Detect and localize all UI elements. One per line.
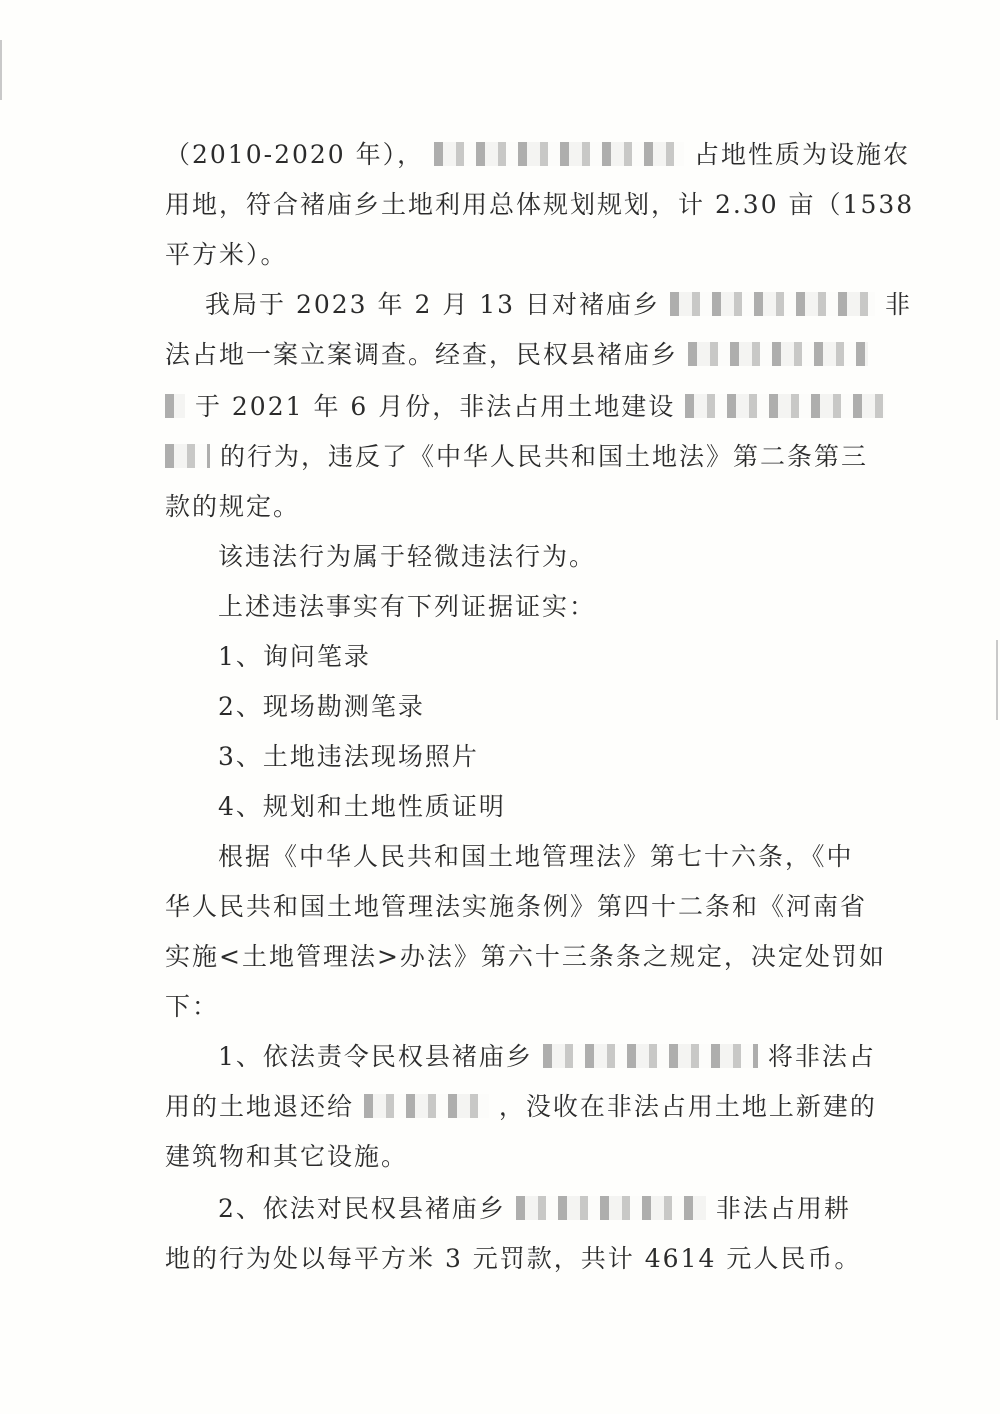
text-segment: 于 2021 年 6 月份，非法占用土地建设 — [194, 392, 676, 421]
text-segment: 的行为，违反了《中华人民共和国土地法》第二条第三 — [219, 442, 868, 471]
page-edge-mark — [0, 40, 2, 100]
text-line: 平方米）。 — [165, 240, 288, 269]
text-segment: 非 — [884, 290, 912, 319]
text-line: 该违法行为属于轻微违法行为。 — [218, 542, 597, 571]
text-line — [165, 338, 868, 372]
text-line: 地的行为处以每平方米 3 元罚款，共计 4614 元人民币。 — [165, 1244, 862, 1273]
page-edge-mark — [996, 640, 998, 720]
text-line — [218, 1040, 876, 1074]
text-line — [165, 390, 885, 424]
text-line — [165, 1090, 877, 1124]
text-line: 建筑物和其它设施。 — [165, 1142, 409, 1171]
redacted-block — [685, 394, 885, 418]
text-segment: 用的土地退还给 — [165, 1092, 355, 1121]
text-segment: （2010-2020 年）， — [165, 140, 425, 169]
redacted-block — [516, 1196, 706, 1220]
text-segment: 将非法占 — [767, 1042, 876, 1071]
redacted-block — [434, 142, 684, 166]
text-line: 2、现场勘测笔录 — [218, 692, 425, 721]
text-line — [165, 138, 910, 172]
text-line — [205, 288, 912, 322]
redacted-block — [670, 292, 875, 316]
text-segment: 非法占用耕 — [715, 1194, 851, 1223]
redacted-block — [364, 1094, 489, 1118]
text-line: 上述违法事实有下列证据证实： — [218, 592, 597, 621]
text-segment: 1、依法责令民权县褚庙乡 — [218, 1042, 533, 1071]
text-line: 4、规划和土地性质证明 — [218, 792, 506, 821]
text-line: 3、土地违法现场照片 — [218, 742, 479, 771]
text-segment: 2、依法对民权县褚庙乡 — [218, 1194, 506, 1223]
text-segment: 占地性质为设施农 — [694, 140, 911, 169]
text-line: 1、询问笔录 — [218, 642, 371, 671]
redacted-block — [543, 1044, 758, 1068]
text-segment: 法占地一案立案调查。经查，民权县褚庙乡 — [165, 340, 679, 369]
text-line: 下： — [165, 992, 220, 1021]
text-segment: 我局于 2023 年 2 月 13 日对褚庙乡 — [205, 290, 661, 319]
text-line: 用地，符合褚庙乡土地利用总体规划规划，计 2.30 亩（1538 — [165, 190, 915, 219]
text-line — [165, 440, 868, 474]
text-segment: ，没收在非法占用土地上新建的 — [498, 1092, 877, 1121]
text-line: 根据《中华人民共和国土地管理法》第七十六条，《中 — [218, 842, 854, 871]
redacted-block — [688, 342, 868, 366]
text-line: 实施<土地管理法>办法》第六十三条条之规定，决定处罚如 — [165, 942, 886, 971]
redacted-block — [165, 394, 185, 418]
redacted-block — [165, 444, 210, 468]
text-line — [218, 1192, 851, 1226]
text-line: 华人民共和国土地管理法实施条例》第四十二条和《河南省 — [165, 892, 868, 921]
text-line: 款的规定。 — [165, 492, 301, 521]
